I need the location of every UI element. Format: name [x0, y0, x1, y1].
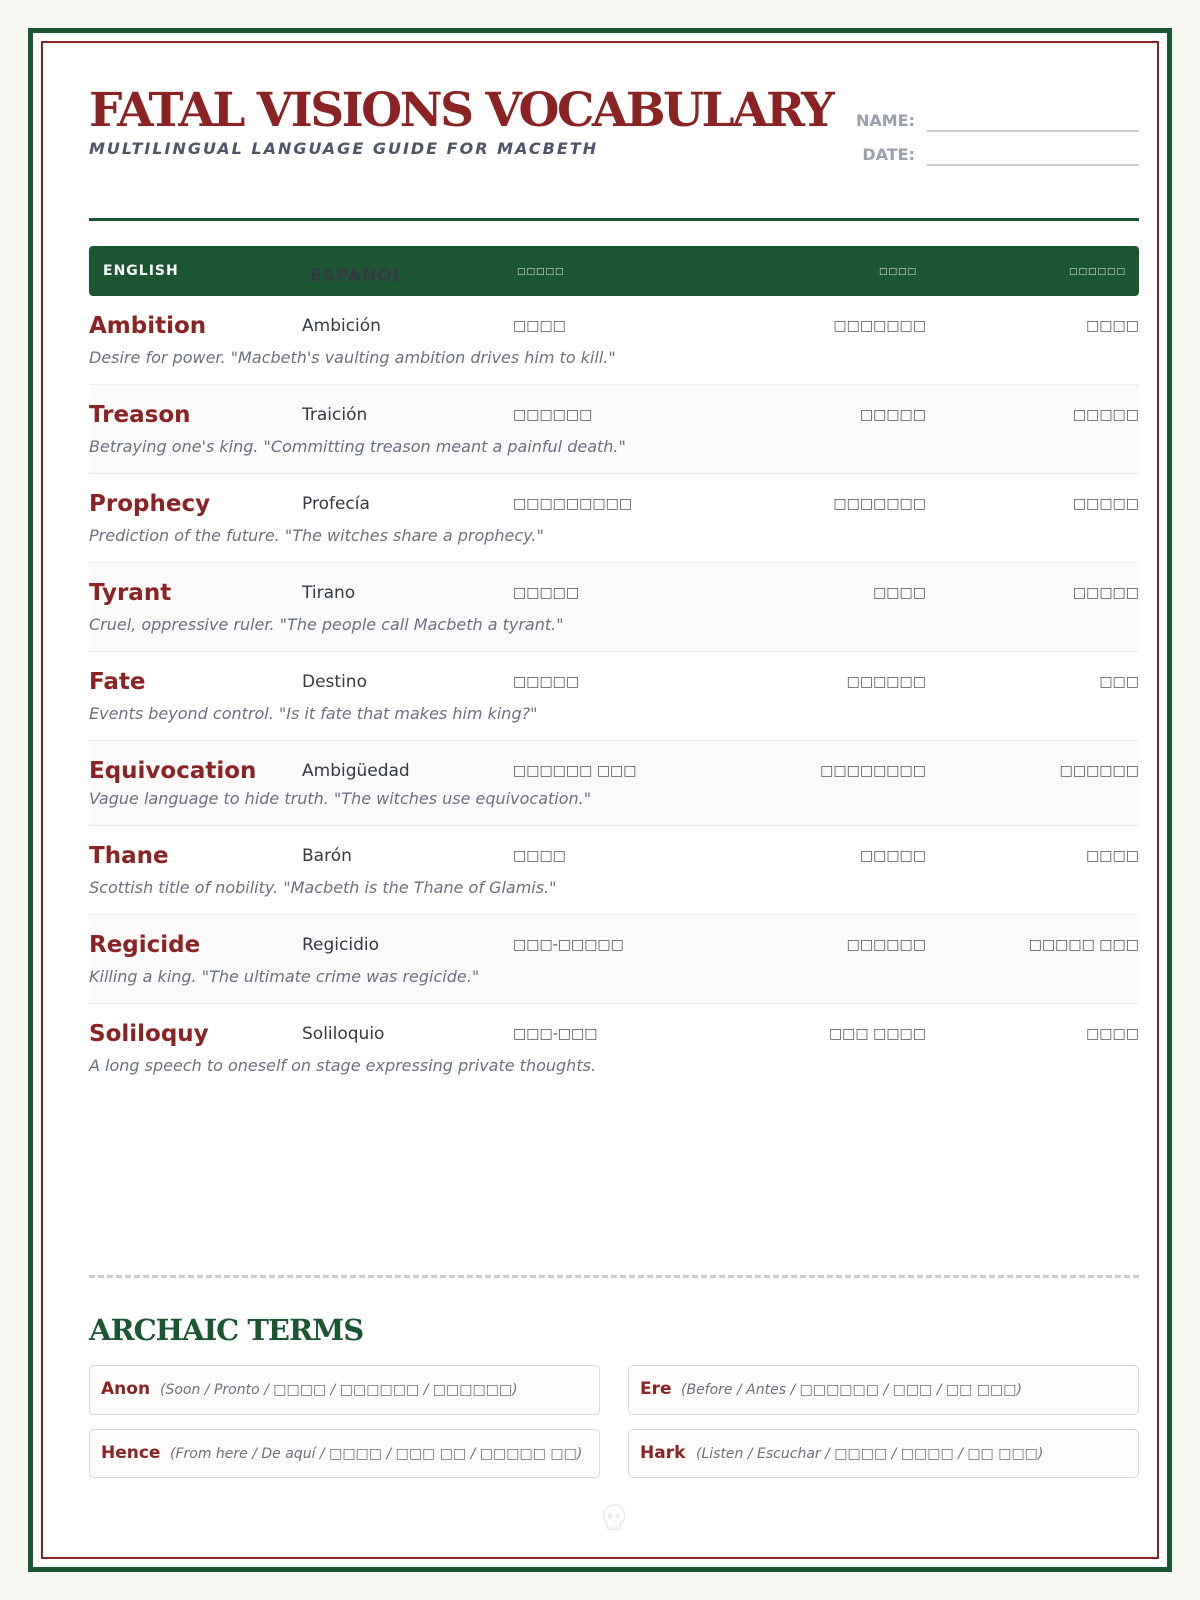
vocab-language-5: □□□□□ □□□ [1028, 937, 1139, 953]
vocab-definition: A long speech to oneself on stage expressing private thoughts. [89, 1056, 597, 1075]
vocab-language-5: □□□□ [1086, 1026, 1139, 1042]
header-language-5: □□□□□□ [1068, 267, 1126, 277]
vocab-definition: Events beyond control. "Is it fate that makes him king?" [89, 704, 538, 723]
vocab-language-4: □□□□□□□□ [820, 763, 926, 779]
name-field [839, 105, 1139, 135]
vocab-row [89, 474, 1139, 563]
vocab-language-3: □□□□□□ □□□ [513, 763, 637, 779]
vocab-definition: Scottish title of nobility. "Macbeth is the Thane of Glamis." [89, 878, 557, 897]
archaic-terms-title: ARCHAIC TERMS [89, 1313, 364, 1347]
name-line[interactable] [927, 105, 1139, 132]
vocab-spanish: Traición [302, 405, 368, 425]
page-title: FATAL VISIONS VOCABULARY [89, 83, 833, 138]
vocab-word: Tyrant [89, 580, 172, 606]
vocab-row [89, 1004, 1139, 1093]
vocab-definition: Cruel, oppressive ruler. "The people call Macbeth a tyrant." [89, 615, 564, 634]
vocab-definition: Desire for power. "Macbeth's vaulting ambition drives him to kill." [89, 348, 616, 367]
page-subtitle: MULTILINGUAL LANGUAGE GUIDE FOR MACBETH [89, 139, 599, 158]
date-field [839, 139, 1139, 169]
vocab-spanish: Ambición [302, 316, 381, 336]
vocab-row [89, 826, 1139, 915]
header-spanish: ESPAÑOL [310, 266, 405, 286]
header-language-4: □□□□ [878, 267, 917, 277]
vocab-language-5: □□□□□ [1072, 496, 1139, 512]
section-divider [89, 1275, 1139, 1278]
vocab-definition: Betraying one's king. "Committing treason meant a painful death." [89, 437, 626, 456]
vocab-spanish: Regicidio [302, 935, 380, 955]
vocab-language-3: □□□□ [513, 318, 566, 334]
vocab-word: Regicide [89, 932, 201, 958]
vocab-row [89, 652, 1139, 741]
vocab-language-3: □□□□□□ [513, 407, 593, 423]
header-english: ENGLISH [103, 263, 179, 279]
archaic-term-card [628, 1365, 1139, 1415]
vocab-spanish: Destino [302, 672, 367, 692]
header-language-3: □□□□□ [517, 267, 565, 277]
vocabulary-table [89, 296, 1139, 1093]
vocab-word: Prophecy [89, 491, 211, 517]
vocab-language-3: □□□□□ [513, 585, 580, 601]
date-line[interactable] [927, 139, 1139, 166]
vocab-language-4: □□□□□□ [846, 674, 926, 690]
vocab-language-4: □□□□□□ [846, 937, 926, 953]
vocab-definition: Killing a king. "The ultimate crime was regicide." [89, 967, 480, 986]
inner-border [41, 41, 1159, 1559]
vocab-row [89, 296, 1139, 385]
vocab-word: Fate [89, 669, 146, 695]
vocab-row [89, 915, 1139, 1004]
archaic-gloss: (Before / Antes / □□□□□□ / □□□ / □□ □□□) [681, 1382, 1022, 1398]
vocab-language-5: □□□□ [1086, 848, 1139, 864]
archaic-gloss: (Soon / Pronto / □□□□ / □□□□□□ / □□□□□□) [160, 1382, 518, 1398]
skull-icon [602, 1504, 626, 1532]
vocab-language-4: □□□□□□□ [833, 496, 926, 512]
vocab-language-5: □□□□□ [1072, 407, 1139, 423]
vocab-row [89, 385, 1139, 474]
archaic-term: Anon [101, 1379, 151, 1399]
worksheet [28, 28, 1172, 1572]
vocab-definition: Vague language to hide truth. "The witches use equivocation." [89, 789, 592, 808]
archaic-gloss: (From here / De aquí / □□□□ / □□□ □□ / □□□□□ □□) [170, 1446, 583, 1462]
vocab-spanish: Ambigüedad [302, 761, 410, 781]
vocab-language-3: □□□□□□□□□ [513, 496, 633, 512]
vocab-language-5: □□□□□ [1072, 585, 1139, 601]
date-label: DATE: [862, 145, 915, 164]
vocab-language-5: □□□ [1099, 674, 1139, 690]
archaic-term: Ere [640, 1379, 672, 1399]
archaic-term-card [89, 1429, 600, 1478]
archaic-term-card [628, 1429, 1139, 1478]
vocab-spanish: Tirano [302, 583, 356, 603]
vocab-language-3: □□□□□ [513, 674, 580, 690]
table-header [89, 246, 1139, 296]
vocab-spanish: Barón [302, 846, 352, 866]
archaic-term-card [89, 1365, 600, 1415]
vocab-spanish: Soliloquio [302, 1024, 385, 1044]
vocab-language-4: □□□□□ [859, 848, 926, 864]
vocab-language-4: □□□□□ [859, 407, 926, 423]
vocab-word: Equivocation [89, 758, 257, 784]
vocab-word: Thane [89, 843, 169, 869]
vocab-language-4: □□□□ [873, 585, 926, 601]
vocab-word: Soliloquy [89, 1021, 209, 1047]
vocab-language-3: □□□-□□□ [513, 1026, 598, 1042]
vocab-word: Treason [89, 402, 191, 428]
vocab-language-4: □□□ □□□□ [828, 1026, 926, 1042]
archaic-term: Hark [640, 1443, 686, 1463]
vocab-language-5: □□□□□□ [1059, 763, 1139, 779]
vocab-row [89, 741, 1139, 826]
archaic-term: Hence [101, 1443, 161, 1463]
vocab-language-4: □□□□□□□ [833, 318, 926, 334]
archaic-gloss: (Listen / Escuchar / □□□□ / □□□□ / □□ □□□) [696, 1446, 1044, 1462]
vocab-language-3: □□□□ [513, 848, 566, 864]
name-label: NAME: [855, 111, 915, 130]
worksheet-content [89, 43, 1139, 1463]
vocab-definition: Prediction of the future. "The witches share a prophecy." [89, 526, 544, 545]
worksheet-header [89, 43, 1139, 221]
vocab-spanish: Profecía [302, 494, 370, 514]
vocab-language-3: □□□-□□□□□ [513, 937, 624, 953]
vocab-row [89, 563, 1139, 652]
vocab-language-5: □□□□ [1086, 318, 1139, 334]
vocab-word: Ambition [89, 313, 207, 339]
